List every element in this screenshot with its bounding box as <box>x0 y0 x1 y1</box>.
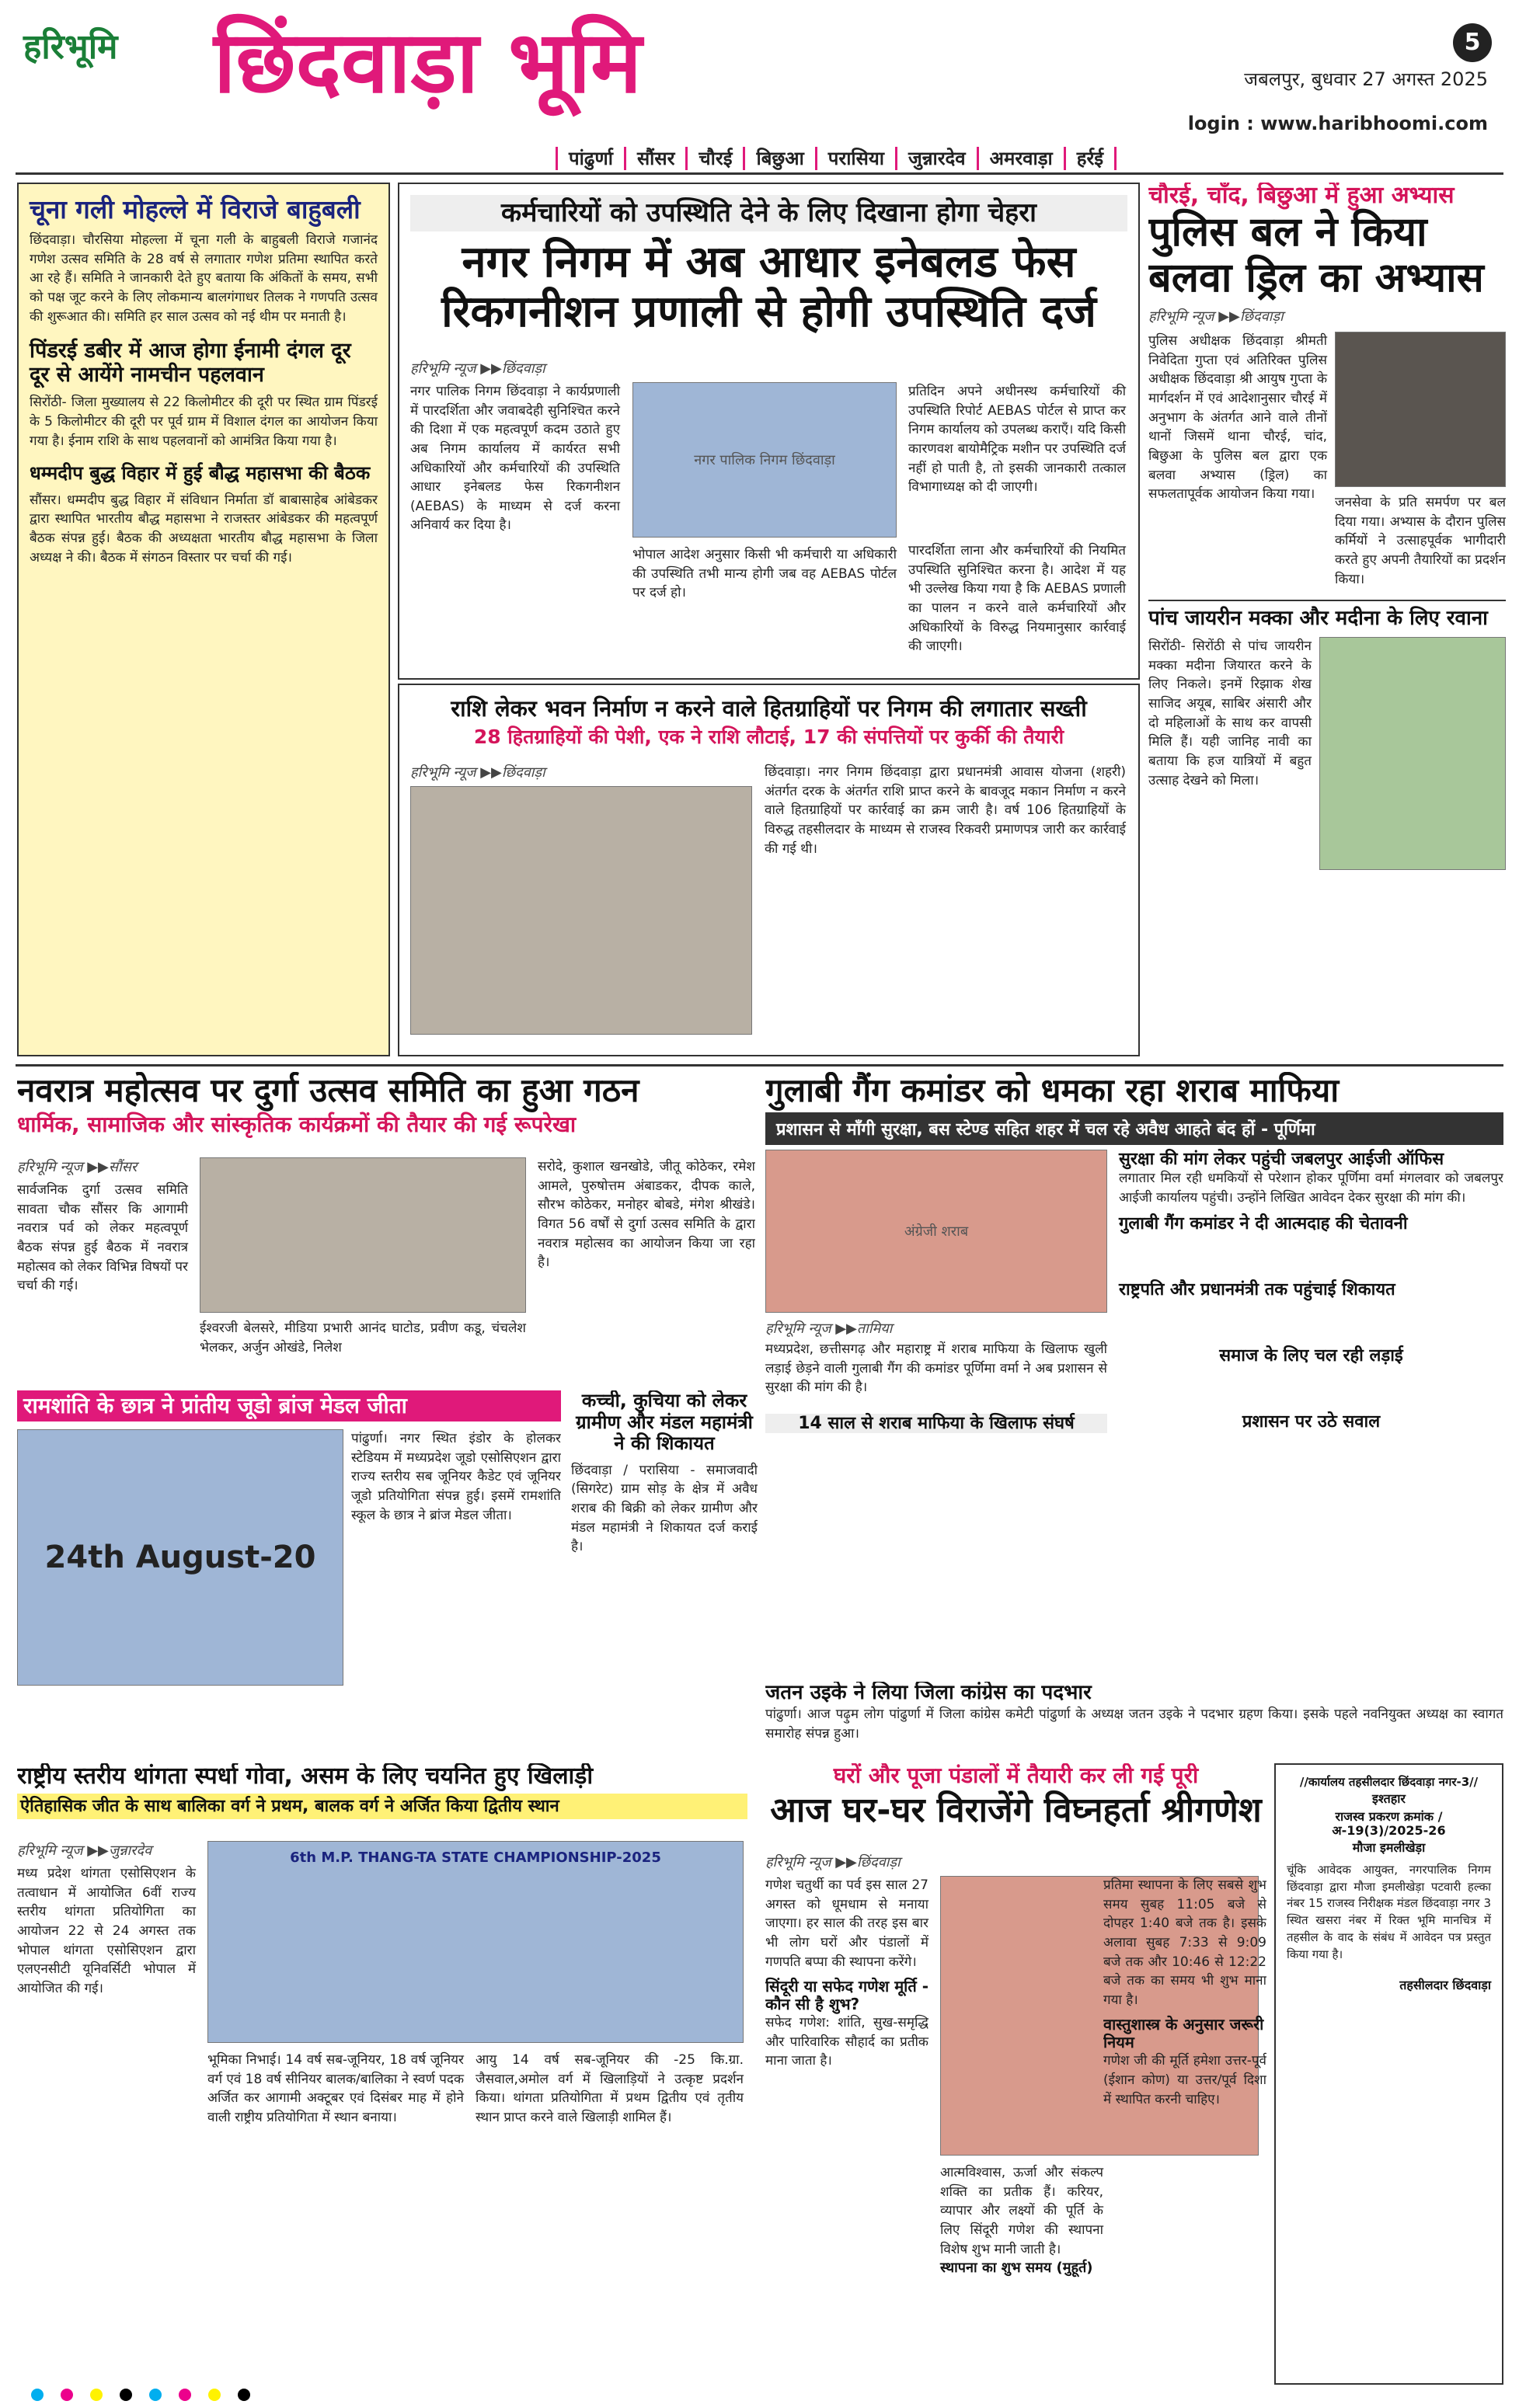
article-body: सौंसर। धम्मदीप बुद्ध विहार में संविधान निर्माता डॉ बाबासाहेब आंबेडकर द्वारा स्थापित भारतीय बौद्ध महासभा ने राजस्तर आंबेडकर की महत्वपूर्ण बैठक संपन्न हुई। बैठक की अध्यक्षता भारतीय बौद्ध महासभा के जिला अध्यक्ष ने की। बैठक में संगठन विस्तार पर चर्चा की गई। <box>30 492 378 565</box>
article-headline: पिंडरई डबीर में आज होगा ईनामी दंगल दूर दूर से आयेंगे नामचीन पहलवान <box>30 339 351 388</box>
article-headline: धम्मदीप बुद्ध विहार में हुई बौद्ध महासभा की बैठक <box>30 462 371 485</box>
story-byline: हरिभूमि न्यूज ▶▶तामिया <box>765 1321 893 1337</box>
story-body: छिंदवाड़ा / परासिया - समाजवादी (सिगरेट) ग्राम सोड़ के क्षेत्र में अवैध शराब की बिक्री को लेकर ग्रामीण और मंडल महामंत्री ने शिकायत दर्ज कराई है। <box>571 1462 758 1555</box>
article-headline: स्थापना का शुभ समय (मुहूर्त) <box>940 2260 1093 2276</box>
article-headline: राष्ट्रपति और प्रधानमंत्री तक पहुंचाई शिकायत <box>1119 1279 1395 1300</box>
registration-dot <box>90 2389 103 2401</box>
notice-signature: तहसीलदार छिंदवाड़ा <box>1399 1978 1491 1993</box>
story-body: आत्मविश्वास, ऊर्जा और संकल्प शक्ति का प्रतीक हैं। करियर, व्यापार और लक्ष्यों की पूर्ति के लिए सिंदूरी गणेश की स्थापना विशेष शुभ मानी जाती है। <box>940 2165 1103 2257</box>
story-body: जनसेवा के प्रति समर्पण पर बल दिया गया। अभ्यास के दौरान पुलिस कर्मियों ने उत्साहपूर्वक भागीदारी करते हुए अपनी तैयारियों का प्रदर्शन किया। <box>1335 495 1506 587</box>
story-body: मध्य प्रदेश थांगता एसोसिएशन के तत्वाधान में आयोजित 6वीं राज्य स्तरीय थांगता प्रतियोगिता का आयोजन 22 से 24 अगस्त तक भोपाल थांगता एसोसिएशन द्वारा एलएनसीटी यूनिवर्सिटी भोपाल में आयोजित की गई। <box>17 1866 196 1996</box>
story-photo <box>1319 637 1506 870</box>
registration-dot <box>31 2389 44 2401</box>
color-registration-bar <box>31 2389 250 2401</box>
brand-logo: हरिभूमि <box>23 27 118 67</box>
registration-dot <box>238 2389 250 2401</box>
story-kicker: घरों और पूजा पंडालों में तैयारी कर ली गई पूरी <box>833 1763 1199 1788</box>
thangta-story <box>17 1763 747 2385</box>
location-item[interactable]: पांढुर्णा <box>556 147 626 170</box>
issue-date: जबलपुर, बुधवार 27 अगस्त 2025 <box>1244 68 1488 90</box>
notice-subtitle: इश्तहार <box>1372 1791 1406 1807</box>
story-subhead: 28 हितग्राहियों की पेशी, एक ने राशि लौटाई, 17 की संपत्तियों पर कुर्की की तैयारी <box>473 726 1064 749</box>
story-byline: हरिभूमि न्यूज ▶▶छिंदवाड़ा <box>410 764 545 781</box>
location-item[interactable]: चौरई <box>688 147 745 170</box>
story-body: पांढुर्णा। नगर स्थित इंडोर के होलकर स्टेडियम में मध्यप्रदेश जूडो एसोसिएशन द्वारा राज्य स्तरीय सब जूनियर कैडेट एवं जूनियर जूडो प्रतियोगिता संपन्न हुई। इसमें रामशांति स्कूल के छात्र ने ब्रांज मेडल जीता। <box>351 1431 561 1523</box>
second-story <box>398 684 1140 1056</box>
story-headline: पुलिस बल ने किया बलवा ड्रिल का अभ्यास <box>1148 208 1484 302</box>
story-byline: हरिभूमि न्यूज ▶▶सौंसर <box>17 1159 138 1175</box>
notice-court: मौजा इमलीखेड़ा <box>1352 1840 1426 1856</box>
story-body: सफेद गणेश: शांति, सुख-समृद्धि और पारिवारिक सौहार्द का प्रतीक माना जाता है। <box>765 2015 928 2069</box>
story-headline: राष्ट्रीय स्तरीय थांगता स्पर्धा गोवा, असम के लिए चयनित हुए खिलाड़ी <box>17 1763 594 1790</box>
complaint-story <box>571 1390 758 1756</box>
story-photo <box>765 1150 1107 1313</box>
story-headline: जतन उइके ने लिया जिला कांग्रेस का पदभार <box>765 1682 1092 1704</box>
photo-caption: नगर पालिक निगम छिंदवाड़ा <box>694 452 835 468</box>
story-headline: नगर निगम में अब आधार इनेबलड फेस <box>462 237 1076 288</box>
article-body: छिंदवाड़ा। चौरसिया मोहल्ला में चूना गली के बाहुबली विराजे गजानंद गणेश उत्सव समिति के 28 वर्ष से लगातार गणेश प्रतिमा स्थापित करते आ रहे हैं। समिति ने जानकारी देते हुए बताया कि अंकितों के समय, सभी को पक्ष जूट करने के लिए लोकमान्य बालगंगाधर तिलक ने गणपति उत्सव की शुरूआत की। समिति हर साल उत्सव को नई थीम पर मनाती है। <box>30 231 378 325</box>
article-body: सिरोंठी- जिला मुख्यालय से 22 किलोमीटर की दूरी पर स्थित ग्राम पिंडरई के 5 किलोमीटर की दूरी पर पूर्व ग्राम में विशाल दंगल का आयोजन किया गया है। ईनाम राशि के साथ पहलवानों को आमंत्रित किया गया है। <box>30 395 378 449</box>
notice-body: चूंकि आवेदक आयुक्त, नगरपालिक निगम छिंदवाड़ा द्वारा मौजा इमलीखेड़ा पटवारी हल्का नंबर 15 राजस्व निरीक्षक मंडल छिंदवाड़ा नगर 3 स्थित खसरा नंबर में रिक्त भूमि मानचित्र में तहसील के वाद के संबंध में आवेदन पत्र प्रस्तुत किया गया है। <box>1287 1862 1491 1961</box>
story-photo <box>410 786 752 1035</box>
story-body: पुलिस अधीक्षक छिंदवाड़ा श्रीमती निवेदिता गुप्ता एवं अतिरिक्त पुलिस अधीक्षक छिंदवाड़ा श्री आयुष गुप्ता के मार्गदर्शन में एवं आदेशानुसार चौरई में अनुभाग के अंतर्गत आने वाले तीनों थानों जिसमें थाना चौरई, चांद, बिछुआ के पुलिस बल द्वारा एक बलवा अभ्यास (ड्रिल) का सफलतापूर्वक आयोजन किया गया। <box>1148 333 1327 503</box>
story-kicker: चौरई, चाँद, बिछुआ में हुआ अभ्यास <box>1148 183 1455 209</box>
registration-dot <box>208 2389 221 2401</box>
story-body: नगर पालिक निगम छिंदवाड़ा ने कार्यप्रणाली में पारदर्शिता और जवाबदेही सुनिश्चित करने की दिशा में एक महत्वपूर्ण कदम उठाते हुए अब निगम कार्यालय में कार्यरत सभी अधिकारियों और कर्मचारियों की उपस्थिति आधार इनेबलड फेस रिकगनीशन (AEBAS) के माध्यम से दर्ज करना अनिवार्य कर दिया है। <box>410 384 620 534</box>
story-body: आयु 14 वर्ष सब-जूनियर की -25 कि.ग्रा. जैसवाल,अमोल वर्ग में खिलाड़ियों ने उत्कृष्ट प्रदर्शन किया। थांगता प्रतियोगिता में प्रथम द्वितीय एवं तृतीय स्थान प्राप्त करने वाले खिलाड़ी शामिल हैं। <box>476 2052 744 2125</box>
story-kicker: कर्मचारियों को उपस्थिति देने के लिए दिखाना होगा चेहरा <box>410 195 1127 231</box>
story-subhead: धार्मिक, सामाजिक और सांस्कृतिक कार्यक्रमों की तैयार की गई रूपरेखा <box>17 1112 577 1138</box>
story-photo <box>200 1157 526 1313</box>
location-item[interactable]: जुन्नारदेव <box>897 147 979 170</box>
story-headline: आज घर-घर विराजेंगे विघ्नहर्ता श्रीगणेश <box>770 1790 1262 1831</box>
page-number: 5 <box>1453 23 1492 62</box>
article-headline: पांच जायरीन मक्का और मदीना के लिए रवाना <box>1148 600 1506 631</box>
registration-dot <box>149 2389 162 2401</box>
story-body: भोपाल आदेश अनुसार किसी भी कर्मचारी या अधिकारी की उपस्थिति तभी मान्य होगी जब वह AEBAS पोर्टल पर दर्ज हो। <box>632 547 897 601</box>
article-headline: सिंदूरी या सफेद गणेश मूर्ति - कौन सी है शुभ? <box>765 1977 928 2014</box>
story-photo <box>632 382 897 538</box>
photo-banner-text: 24th August-20 <box>44 1540 316 1575</box>
story-subhead: ऐतिहासिक जीत के साथ बालिका वर्ग ने प्रथम, बालक वर्ग ने अर्जित किया द्वितीय स्थान <box>17 1794 747 1819</box>
story-body: भूमिका निभाई। 14 वर्ष सब-जूनियर, 18 वर्ष जूनियर वर्ग एवं 18 वर्ष सीनियर बालक/बालिका ने स्वर्ण पदक अर्जित कर आगामी अक्टूबर एवं दिसंबर माह में होने वाली राष्ट्रीय प्रतियोगिता में स्थान बनाया। <box>207 2052 465 2125</box>
location-item[interactable]: सौंसर <box>626 147 688 170</box>
registration-dot <box>120 2389 132 2401</box>
gulabi-story <box>765 1072 1503 1678</box>
location-item[interactable]: परासिया <box>817 147 897 170</box>
story-body: गणेश चतुर्थी का पर्व इस साल 27 अगस्त को धूमधाम से मनाया जाएगा। हर साल की तरह इस बार भी लोग घरों और पंडालों में गणपति बप्पा की स्थापना करेंगे। <box>765 1877 928 1970</box>
article-headline: चूना गली मोहल्ले में विराजे बाहुबली <box>30 194 361 224</box>
story-photo <box>17 1429 343 1686</box>
section-divider <box>16 1064 1503 1067</box>
article-headline: वास्तुशास्त्र के अनुसार जरूरी नियम <box>1103 2015 1264 2052</box>
bottle-label: अंग्रेजी शराब <box>904 1223 969 1240</box>
photo-banner-text: 6th M.P. THANG-TA STATE CHAMPIONSHIP-2025 <box>290 1849 661 1866</box>
jatan-story <box>765 1682 1503 1759</box>
notice-case: राजस्व प्रकरण क्रमांक / अ-19(3)/2025-26 <box>1332 1808 1446 1839</box>
location-item[interactable]: बिछुआ <box>745 147 817 170</box>
story-body: पारदर्शिता लाना और कर्मचारियों की नियमित उपस्थिति सुनिश्चित करना है। आदेश में यह भी उल्लेख किया गया है कि AEBAS प्रणाली का पालन न करने वाले कर्मचारियों और अधिकारियों के विरुद्ध नियमानुसार कार्रवाई की जाएगी। <box>908 543 1126 655</box>
registration-dot <box>179 2389 191 2401</box>
story-byline: हरिभूमि न्यूज ▶▶छिंदवाड़ा <box>765 1854 901 1870</box>
registration-dot <box>61 2389 73 2401</box>
article-headline: सुरक्षा की मांग लेकर पहुंची जबलपुर आईजी ऑफिस <box>1119 1150 1444 1169</box>
story-body: छिंदवाड़ा। नगर निगम छिंदवाड़ा द्वारा प्रधानमंत्री आवास योजना (शहरी) अंतर्गत दरक के अंतर्गत राशि प्राप्त करने के बावजूद मकान निर्माण न करने वाले हितग्राहियों पर कार्रवाई का क्रम जारी है। वर्ष 106 हितग्राहियों के विरुद्ध तहसीलदार के माध्यम से राजस्व रिकवरी प्रमाणपत्र जारी कर कार्रवाई की गई थी। <box>765 764 1126 857</box>
story-photo <box>1335 332 1506 487</box>
photo-caption: ईश्वरजी बेलसरे, मीडिया प्रभारी आनंद घाटोड, प्रवीण कडू, चंचलेश भेलकर, अर्जुन ओखंडे, निलेश <box>200 1321 526 1355</box>
story-headline: राशि लेकर भवन निर्माण न करने वाले हितग्राहियों पर निगम की लगातार सख्ती <box>451 695 1087 722</box>
article-headline: प्रशासन पर उठे सवाल <box>1242 1412 1381 1432</box>
judo-story <box>17 1390 561 1693</box>
story-byline: हरिभूमि न्यूज ▶▶छिंदवाड़ा <box>410 360 545 377</box>
main-story <box>398 183 1140 680</box>
notice-title: //कार्यालय तहसीलदार छिंदवाड़ा नगर-3// <box>1299 1775 1479 1789</box>
website-link[interactable]: login : www.haribhoomi.com <box>1187 113 1488 134</box>
story-body: प्रतिदिन अपने अधीनस्थ कर्मचारियों की उपस्थिति रिपोर्ट AEBAS पोर्टल से प्राप्त कर निगम कार्यालय को उपलब्ध कराएँ। यदि किसी कारणवश बायोमैट्रिक मशीन पर उपस्थिति दर्ज नहीं हो पाती है, तो इसकी जानकारी तत्काल विभागाध्यक्ष को दी जाएगी। <box>908 384 1126 496</box>
story-body: पांढुर्णा। आज पढ़ुम लोग पांढुर्णा में जिला कांग्रेस कमेटी पांढुर्णा के अध्यक्ष जतन उइके ने पदभार ग्रहण किया। इसके पहले नवनियुक्त अध्यक्ष का स्वागत समारोह संपन्न हुआ। <box>765 1706 1503 1742</box>
story-body: मध्यप्रदेश, छत्तीसगढ़ और महाराष्ट्र में शराब माफिया के खिलाफ खुली लड़ाई छेड़ने वाली गुलाबी गैंग की कमांडर पूर्णिमा वर्मा ने अब प्रशासन से सुरक्षा की मांग की है। <box>765 1341 1107 1396</box>
article-headline: 14 साल से शराब माफिया के खिलाफ संघर्ष <box>765 1414 1107 1433</box>
location-bar <box>556 142 1488 175</box>
ganesh-col-3 <box>1103 1876 1266 2381</box>
right-column <box>1148 183 1506 1056</box>
story-subhead: प्रशासन से माँगी सुरक्षा, बस स्टेण्ड सहित शहर में चल रहे अवैध आहते बंद हों - पूर्णिमा <box>765 1112 1503 1145</box>
location-item[interactable]: अमरवाड़ा <box>979 147 1066 170</box>
story-body: सरोदे, कुशाल खनखोडे, जीतू कोठेकर, रमेश आमले, पुरुषोत्तम अंबाडकर, दीपक काले, सौरभ कोठेकर, मनोहर बोबडे, मंगेश श्रीखंडे। विगत 56 वर्षों से दुर्गा उत्सव समिति के द्वारा नवरात्र महोत्सव का आयोजन किया जा रहा है। <box>538 1159 755 1271</box>
story-headline: नवरात्र महोत्सव पर दुर्गा उत्सव समिति का हुआ गठन <box>17 1072 639 1109</box>
article-body: सिरोंठी- सिरोंठी से पांच जायरीन मक्का मदीना जियारत करने के लिए निकले। इनमें रिझाक शेख साजिद अयूब, साबिर अंसारी और दो महिलाओं के साथ कर वापसी मिलि हैं। यही जानिह नावी का बताया कि हज यात्रियों में बहुत उत्साह देखने को मिला। <box>1148 639 1312 788</box>
story-headline: रिकगनीशन प्रणाली से होगी उपस्थिति दर्ज <box>441 287 1096 338</box>
article-body: लगातार मिल रही धमकियों से परेशान होकर पूर्णिमा वर्मा मंगलवार को जबलपुर आईजी कार्यालय पहुंची। उन्होंने लिखित आवेदन देकर सुरक्षा की मांग की। <box>1119 1171 1503 1206</box>
article-headline: गुलाबी गैंग कमांडर ने दी आत्मदाह की चेतावनी <box>1119 1213 1408 1234</box>
ganesh-col-1 <box>765 1876 928 2071</box>
story-headline: गुलाबी गैंग कमांडर को धमका रहा शराब माफिया <box>765 1072 1340 1109</box>
story-headline: रामशांति के छात्र ने प्रांतीय जूडो ब्रांज मेडल जीता <box>17 1390 561 1421</box>
legal-notice <box>1274 1763 1503 2385</box>
article-headline: समाज के लिए चल रही लड़ाई <box>1219 1346 1403 1366</box>
page-title: छिंदवाड़ा भूमि <box>214 12 642 112</box>
story-byline: हरिभूमि न्यूज ▶▶जुन्नारदेव <box>17 1843 152 1859</box>
location-item[interactable]: हर्रई <box>1066 147 1117 170</box>
navratri-story <box>17 1072 755 1383</box>
story-photo <box>207 1841 744 2043</box>
left-column <box>17 183 390 1056</box>
story-body: प्रतिमा स्थापना के लिए सबसे शुभ समय सुबह 11:05 बजे से दोपहर 1:40 बजे तक है। इसके अलावा सुबह 7:33 से 9:09 बजे तक और 10:46 से 12:22 बजे तक का समय भी शुभ माना गया है। <box>1103 1877 1266 2008</box>
story-headline: कच्ची, कुचिया को लेकर ग्रामीण और मंडल महामंत्री ने की शिकायत <box>576 1390 753 1455</box>
header-divider <box>16 172 1503 175</box>
gulabi-side <box>1119 1150 1503 1432</box>
story-body: सार्वजनिक दुर्गा उत्सव समिति सावता चौक सौंसर कि आगामी नवरात्र पर्व को लेकर महत्वपूर्ण बैठक संपन्न हुई बैठक में नवरात्र महोत्सव को लेकर विभिन्न विषयों पर चर्चा की गई। <box>17 1182 188 1294</box>
story-body: गणेश जी की मूर्ति हमेशा उत्तर-पूर्व (ईशान कोण) या उत्तर/पूर्व दिशा में स्थापित करनी चाहिए। <box>1103 2053 1266 2107</box>
story-byline: हरिभूमि न्यूज ▶▶छिंदवाड़ा <box>1148 308 1284 325</box>
